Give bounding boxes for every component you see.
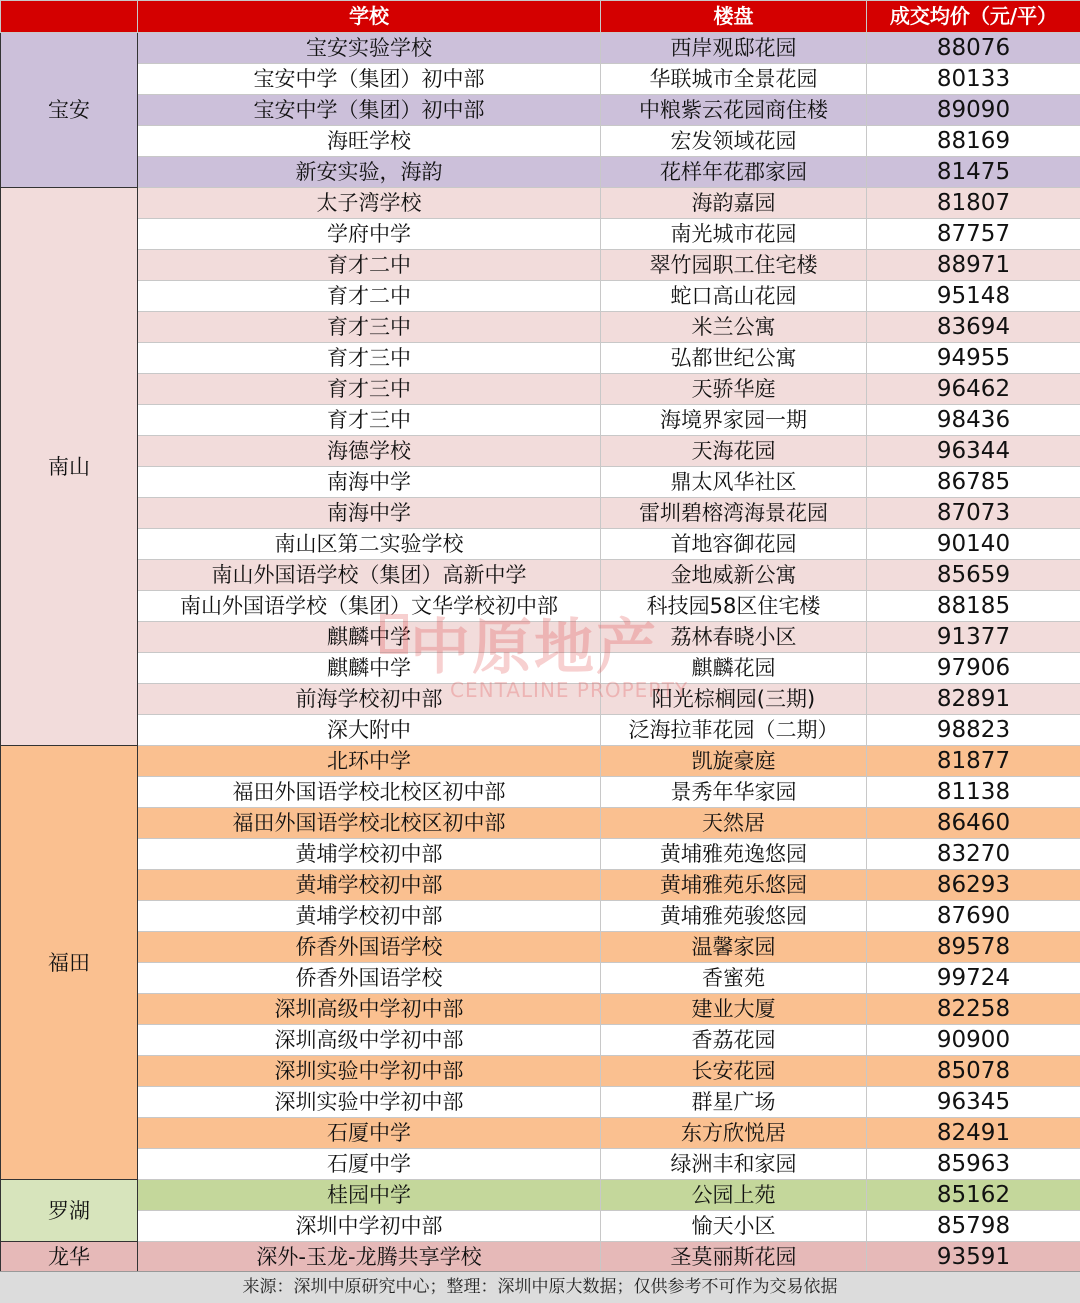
estate-cell: 东方欣悦居 (601, 1118, 867, 1149)
estate-cell: 阳光棕榈园(三期) (601, 684, 867, 715)
district-cell: 罗湖 (1, 1180, 138, 1242)
price-cell: 96344 (867, 436, 1080, 467)
estate-cell: 圣莫丽斯花园 (601, 1242, 867, 1273)
price-cell: 85162 (867, 1180, 1080, 1211)
school-cell: 黄埔学校初中部 (138, 839, 601, 870)
price-cell: 87757 (867, 219, 1080, 250)
estate-cell: 香蜜苑 (601, 963, 867, 994)
table-row (1, 312, 1080, 343)
table-body (1, 33, 1080, 1273)
school-cell: 育才二中 (138, 281, 601, 312)
school-cell: 侨香外国语学校 (138, 963, 601, 994)
price-cell: 87690 (867, 901, 1080, 932)
price-cell: 88169 (867, 126, 1080, 157)
estate-cell: 建业大厦 (601, 994, 867, 1025)
school-cell: 深外-玉龙-龙腾共享学校 (138, 1242, 601, 1273)
estate-cell: 天骄华庭 (601, 374, 867, 405)
school-cell: 福田外国语学校北校区初中部 (138, 777, 601, 808)
school-cell: 石厦中学 (138, 1149, 601, 1180)
price-cell: 81475 (867, 157, 1080, 188)
price-cell: 89090 (867, 95, 1080, 126)
estate-cell: 泛海拉菲花园（二期） (601, 715, 867, 746)
table-row (1, 777, 1080, 808)
estate-cell: 天然居 (601, 808, 867, 839)
district-cell: 宝安 (1, 33, 138, 188)
estate-cell: 麒麟花园 (601, 653, 867, 684)
header-price: 成交均价（元/平） (867, 1, 1080, 33)
header-district (1, 1, 138, 33)
school-cell: 育才三中 (138, 374, 601, 405)
school-cell: 海旺学校 (138, 126, 601, 157)
estate-cell: 温馨家园 (601, 932, 867, 963)
estate-cell: 中粮紫云花园商住楼 (601, 95, 867, 126)
table-row (1, 1180, 1080, 1211)
table-row (1, 157, 1080, 188)
price-cell: 94955 (867, 343, 1080, 374)
price-cell: 97906 (867, 653, 1080, 684)
table-row (1, 343, 1080, 374)
table-row (1, 1242, 1080, 1273)
watermark-en: CENTALINE PROPERTY (450, 678, 688, 702)
table-row (1, 653, 1080, 684)
table-row (1, 1056, 1080, 1087)
price-cell: 82491 (867, 1118, 1080, 1149)
school-cell: 南山外国语学校（集团）文华学校初中部 (138, 591, 601, 622)
table-row (1, 498, 1080, 529)
table-row (1, 560, 1080, 591)
school-cell: 宝安中学（集团）初中部 (138, 95, 601, 126)
estate-cell: 天海花园 (601, 436, 867, 467)
price-cell: 83270 (867, 839, 1080, 870)
estate-cell: 弘都世纪公寓 (601, 343, 867, 374)
price-cell: 85078 (867, 1056, 1080, 1087)
price-cell: 82891 (867, 684, 1080, 715)
school-cell: 太子湾学校 (138, 188, 601, 219)
estate-cell: 黄埔雅苑乐悠园 (601, 870, 867, 901)
estate-cell: 海韵嘉园 (601, 188, 867, 219)
table-row (1, 932, 1080, 963)
table-row (1, 529, 1080, 560)
school-cell: 石厦中学 (138, 1118, 601, 1149)
school-cell: 深圳实验中学初中部 (138, 1056, 601, 1087)
price-cell: 89578 (867, 932, 1080, 963)
header-school: 学校 (138, 1, 601, 33)
school-cell: 深圳中学初中部 (138, 1211, 601, 1242)
school-cell: 北环中学 (138, 746, 601, 777)
estate-cell: 华联城市全景花园 (601, 64, 867, 95)
estate-cell: 雷圳碧榕湾海景花园 (601, 498, 867, 529)
header-row (1, 1, 1080, 33)
estate-cell: 凯旋豪庭 (601, 746, 867, 777)
table-row (1, 374, 1080, 405)
school-cell: 深圳实验中学初中部 (138, 1087, 601, 1118)
price-cell: 86460 (867, 808, 1080, 839)
estate-cell: 鼎太风华社区 (601, 467, 867, 498)
table-row (1, 33, 1080, 64)
estate-cell: 首地容御花园 (601, 529, 867, 560)
price-cell: 88076 (867, 33, 1080, 64)
table-row (1, 994, 1080, 1025)
estate-cell: 公园上苑 (601, 1180, 867, 1211)
estate-cell: 荔林春晓小区 (601, 622, 867, 653)
school-cell: 育才二中 (138, 250, 601, 281)
estate-cell: 蛇口高山花园 (601, 281, 867, 312)
table-row (1, 281, 1080, 312)
table-row (1, 591, 1080, 622)
estate-cell: 景秀年华家园 (601, 777, 867, 808)
estate-cell: 西岸观邸花园 (601, 33, 867, 64)
school-cell: 桂园中学 (138, 1180, 601, 1211)
estate-cell: 黄埔雅苑逸悠园 (601, 839, 867, 870)
table-row (1, 1087, 1080, 1118)
school-cell: 育才三中 (138, 343, 601, 374)
price-cell: 95148 (867, 281, 1080, 312)
table-row (1, 963, 1080, 994)
table-row (1, 64, 1080, 95)
table-row (1, 746, 1080, 777)
estate-cell: 群星广场 (601, 1087, 867, 1118)
price-cell: 85798 (867, 1211, 1080, 1242)
price-cell: 88185 (867, 591, 1080, 622)
estate-cell: 翠竹园职工住宅楼 (601, 250, 867, 281)
estate-cell: 长安花园 (601, 1056, 867, 1087)
estate-cell: 科技园58区住宅楼 (601, 591, 867, 622)
estate-cell: 香荔花园 (601, 1025, 867, 1056)
table-row (1, 219, 1080, 250)
school-cell: 育才三中 (138, 312, 601, 343)
table-row (1, 622, 1080, 653)
table-row (1, 684, 1080, 715)
school-cell: 麒麟中学 (138, 653, 601, 684)
table-row (1, 126, 1080, 157)
school-cell: 学府中学 (138, 219, 601, 250)
price-cell: 85659 (867, 560, 1080, 591)
estate-cell: 南光城市花园 (601, 219, 867, 250)
estate-cell: 花样年花郡家园 (601, 157, 867, 188)
price-cell: 87073 (867, 498, 1080, 529)
price-cell: 96462 (867, 374, 1080, 405)
estate-cell: 黄埔雅苑骏悠园 (601, 901, 867, 932)
price-cell: 90900 (867, 1025, 1080, 1056)
table-row (1, 436, 1080, 467)
school-cell: 麒麟中学 (138, 622, 601, 653)
table-row (1, 715, 1080, 746)
source-footer: 来源：深圳中原研究中心；整理：深圳中原大数据；仅供参考不可作为交易依据 (0, 1271, 1080, 1303)
estate-cell: 米兰公寓 (601, 312, 867, 343)
school-cell: 海德学校 (138, 436, 601, 467)
school-cell: 南海中学 (138, 498, 601, 529)
school-cell: 深大附中 (138, 715, 601, 746)
estate-cell: 海境界家园一期 (601, 405, 867, 436)
estate-cell: 愉天小区 (601, 1211, 867, 1242)
school-cell: 黄埔学校初中部 (138, 870, 601, 901)
school-cell: 深圳高级中学初中部 (138, 1025, 601, 1056)
table-row (1, 870, 1080, 901)
price-cell: 98823 (867, 715, 1080, 746)
school-cell: 黄埔学校初中部 (138, 901, 601, 932)
school-cell: 宝安中学（集团）初中部 (138, 64, 601, 95)
price-cell: 82258 (867, 994, 1080, 1025)
school-cell: 育才三中 (138, 405, 601, 436)
estate-cell: 金地威新公寓 (601, 560, 867, 591)
district-cell: 龙华 (1, 1242, 138, 1273)
school-cell: 侨香外国语学校 (138, 932, 601, 963)
price-cell: 90140 (867, 529, 1080, 560)
school-cell: 前海学校初中部 (138, 684, 601, 715)
price-cell: 98436 (867, 405, 1080, 436)
price-cell: 99724 (867, 963, 1080, 994)
header-estate: 楼盘 (601, 1, 867, 33)
table-row (1, 250, 1080, 281)
school-cell: 福田外国语学校北校区初中部 (138, 808, 601, 839)
school-cell: 新安实验，海韵 (138, 157, 601, 188)
price-cell: 88971 (867, 250, 1080, 281)
table-row (1, 1211, 1080, 1242)
price-cell: 83694 (867, 312, 1080, 343)
price-cell: 81138 (867, 777, 1080, 808)
school-cell: 宝安实验学校 (138, 33, 601, 64)
price-cell: 96345 (867, 1087, 1080, 1118)
school-cell: 南山区第二实验学校 (138, 529, 601, 560)
estate-cell: 绿洲丰和家园 (601, 1149, 867, 1180)
table-row (1, 1149, 1080, 1180)
table-row (1, 901, 1080, 932)
price-cell: 80133 (867, 64, 1080, 95)
price-cell: 81877 (867, 746, 1080, 777)
estate-cell: 宏发领域花园 (601, 126, 867, 157)
school-cell: 南海中学 (138, 467, 601, 498)
table-row (1, 839, 1080, 870)
price-cell: 86293 (867, 870, 1080, 901)
table-row (1, 405, 1080, 436)
table-row (1, 1025, 1080, 1056)
table-row (1, 467, 1080, 498)
table-row (1, 95, 1080, 126)
price-cell: 81807 (867, 188, 1080, 219)
district-cell: 福田 (1, 746, 138, 1180)
price-cell: 93591 (867, 1242, 1080, 1273)
district-cell: 南山 (1, 188, 138, 746)
price-cell: 86785 (867, 467, 1080, 498)
school-cell: 深圳高级中学初中部 (138, 994, 601, 1025)
price-cell: 85963 (867, 1149, 1080, 1180)
table-row (1, 1118, 1080, 1149)
watermark-cn: 中原地产 (410, 600, 658, 686)
price-cell: 91377 (867, 622, 1080, 653)
table-row (1, 808, 1080, 839)
school-cell: 南山外国语学校（集团）高新中学 (138, 560, 601, 591)
table-row (1, 188, 1080, 219)
